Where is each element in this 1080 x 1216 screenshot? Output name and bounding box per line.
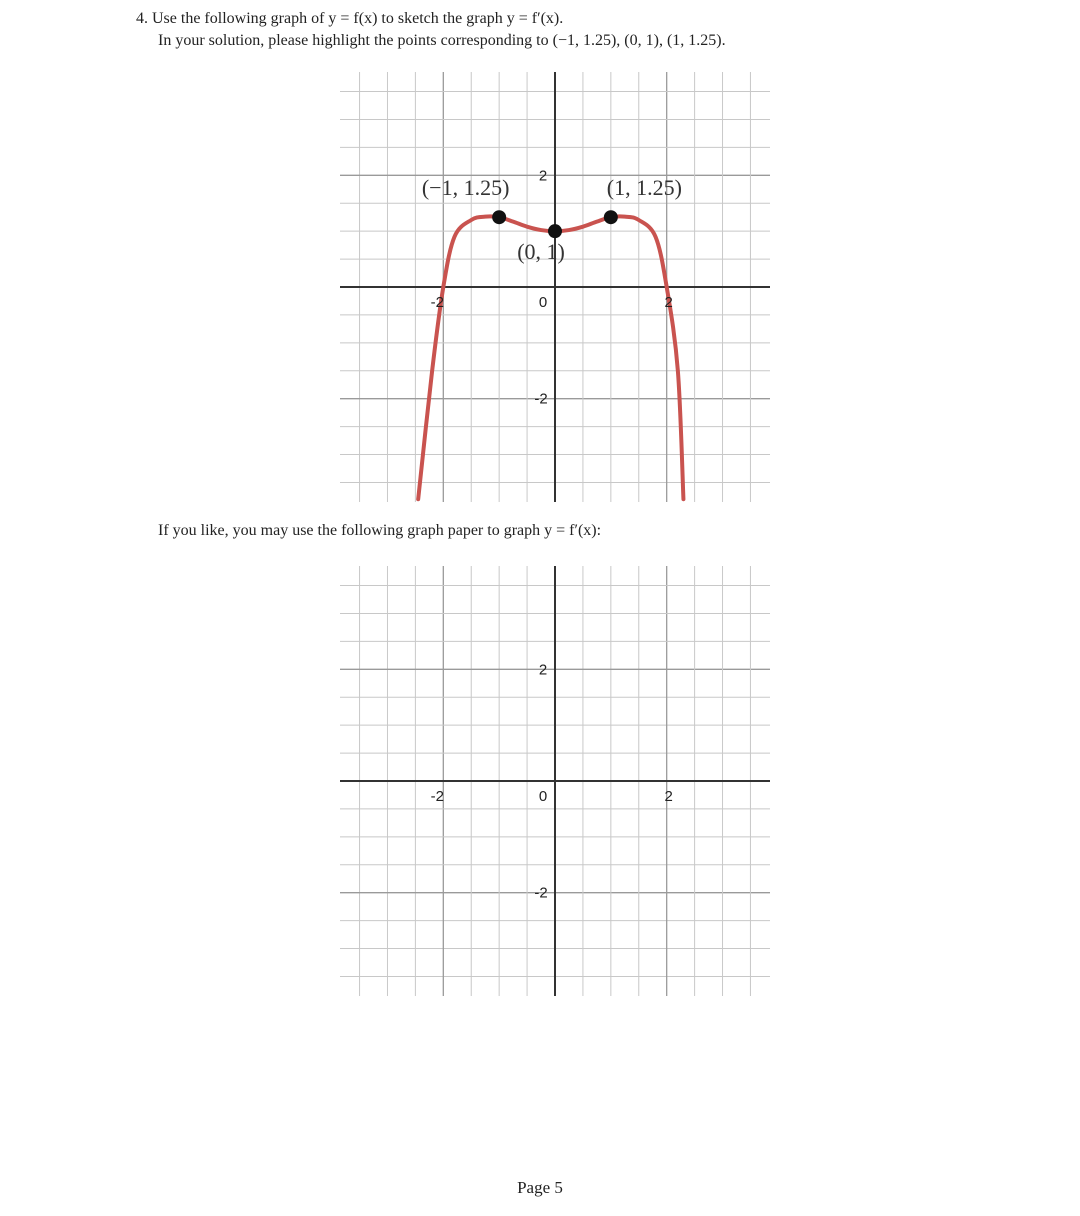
highlighted-point-1 — [548, 224, 562, 238]
point-labels — [422, 175, 682, 264]
highlighted-point-2 — [604, 210, 618, 224]
origin-tick: 0 — [538, 788, 548, 805]
point-label-neg1: (−1, 1.25) — [421, 174, 510, 200]
x-tick-2: 2 — [664, 294, 673, 311]
y-tick-neg2: -2 — [534, 390, 548, 408]
axes — [340, 72, 770, 502]
question-line-2: In your solution, please highlight the points corresponding to (−1, 1.25), (0, 1), (1, 1.25). — [158, 32, 726, 49]
x-tick-neg2: -2 — [430, 788, 444, 805]
point-label-0: (0, 1) — [517, 239, 565, 265]
point-label-1: (1, 1.25) — [606, 174, 682, 200]
question-line-1: 4. Use the following graph of y = f(x) to sketch the graph y = f′(x). — [136, 10, 564, 27]
axes — [340, 566, 770, 996]
blank-graph-paper[interactable] — [340, 566, 770, 996]
f-graph — [340, 72, 770, 502]
x-tick-neg2: -2 — [430, 294, 444, 311]
x-tick-2: 2 — [664, 788, 673, 805]
graph-paper-note: If you like, you may use the following graph paper to graph y = f′(x): — [158, 522, 602, 539]
y-tick-2: 2 — [538, 661, 548, 679]
page-number: Page 5 — [517, 1178, 563, 1197]
highlighted-point-0 — [492, 210, 506, 224]
y-tick-2: 2 — [538, 167, 548, 185]
origin-tick: 0 — [538, 294, 548, 311]
y-tick-neg2: -2 — [534, 884, 548, 902]
